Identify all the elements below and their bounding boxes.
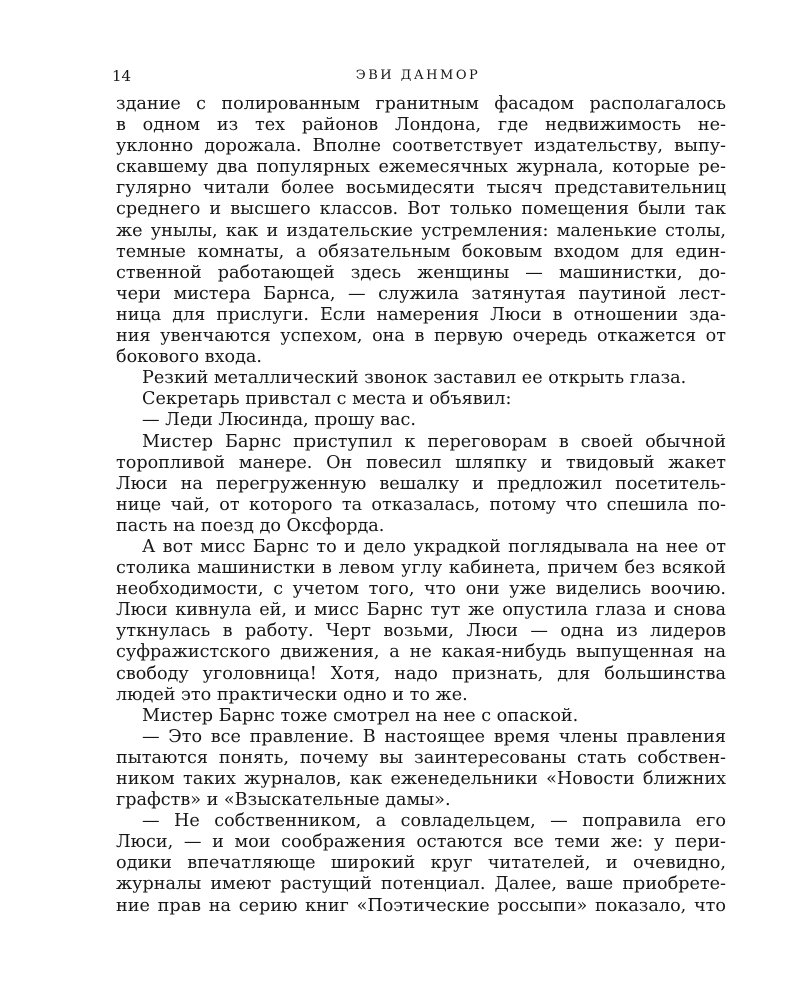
text-line: в одном из тех районов Лондона, где недвижимость не- xyxy=(116,115,726,136)
text-line: пытаются понять, почему вы заинтересованы стать собствен- xyxy=(116,747,726,768)
text-line: ственной работающей здесь женщины — машинистки, до- xyxy=(116,262,726,283)
text-line: Люси, — и мои соображения остаются все теми же: у пери- xyxy=(116,832,726,853)
text-line: Мистер Барнс тоже смотрел на нее с опаской. xyxy=(142,705,579,726)
text-line: ница для прислуги. Если намерения Люси в отношении зда- xyxy=(116,304,726,325)
text-line: одики впечатляюще широкий круг читателей, и очевидно, xyxy=(116,853,726,874)
text-line: ния увенчаются успехом, она в первую очередь откажется от xyxy=(116,326,726,347)
text-line: необходимости, с учетом того, что они уже виделись воочию. xyxy=(116,579,726,600)
text-line: нице чай, от которого та отказалась, потому что спешила по- xyxy=(116,494,726,515)
text-line: столика машинистки в левом углу кабинета, причем без всякой xyxy=(116,558,726,579)
text-line: Люси кивнула ей, и мисс Барнс тут же опустила глаза и снова xyxy=(116,600,726,621)
text-line: Люси на перегруженную вешалку и предложил посетитель- xyxy=(116,473,726,494)
running-head-author: ЭВИ ДАНМОР xyxy=(355,68,481,83)
text-line: людей это практически одно и то же. xyxy=(116,684,468,705)
text-line: Мистер Барнс приступил к переговорам в своей обычной xyxy=(142,431,726,452)
text-line: свободу уголовница! Хотя, надо признать, для большинства xyxy=(116,663,726,684)
running-head xyxy=(112,66,724,90)
text-line: среднего и высшего классов. Вот только помещения были так xyxy=(116,199,726,220)
text-line: Секретарь привстал с места и объявил: xyxy=(142,389,512,410)
text-line: ником таких журналов, как еженедельники «Новости ближних xyxy=(116,769,726,789)
text-line: — Не собственником, а совладельцем, — поправила его xyxy=(142,811,726,832)
text-line: — Это все правление. В настоящее время члены правления xyxy=(142,726,726,747)
text-line: скавшему два популярных ежемесячных журнала, которые ре- xyxy=(116,157,726,178)
text-line: гулярно читали более восьмидесяти тысяч представительниц xyxy=(116,178,726,199)
text-line: А вот мисс Барнс то и дело украдкой поглядывала на нее от xyxy=(142,536,726,557)
text-line: торопливой манере. Он повесил шляпку и твидовый жакет xyxy=(116,452,726,473)
body-text xyxy=(116,94,726,917)
text-line: уткнулась в работу. Черт возьми, Люси — одна из лидеров xyxy=(116,621,726,642)
text-line: же унылы, как и издательские устремления: маленькие столы, xyxy=(116,220,726,241)
text-line: уклонно дорожала. Вполне соответствует издательству, выпу- xyxy=(116,136,726,157)
text-line: бокового входа. xyxy=(116,347,263,368)
text-line: графств» и «Взыскательные дамы». xyxy=(116,790,451,811)
text-line: чери мистера Барнса, — служила затянутая паутиной лест- xyxy=(116,283,726,304)
text-line: ние прав на серию книг «Поэтические россыпи» показало, что xyxy=(116,895,726,916)
text-line: пасть на поезд до Оксфорда. xyxy=(116,515,385,536)
text-line: Резкий металлический звонок заставил ее открыть глаза. xyxy=(142,368,687,389)
text-line: темные комнаты, а обязательным боковым входом для един- xyxy=(116,241,726,262)
text-line: здание с полированным гранитным фасадом располагалось xyxy=(116,94,726,114)
text-line: суфражистского движения, а не какая-нибудь выпущенная на xyxy=(116,642,726,663)
text-line: журналы имеют растущий потенциал. Далее, ваше приобрете- xyxy=(116,874,726,895)
text-line: — Леди Люсинда, прошу вас. xyxy=(142,410,416,431)
page-number: 14 xyxy=(112,67,132,85)
